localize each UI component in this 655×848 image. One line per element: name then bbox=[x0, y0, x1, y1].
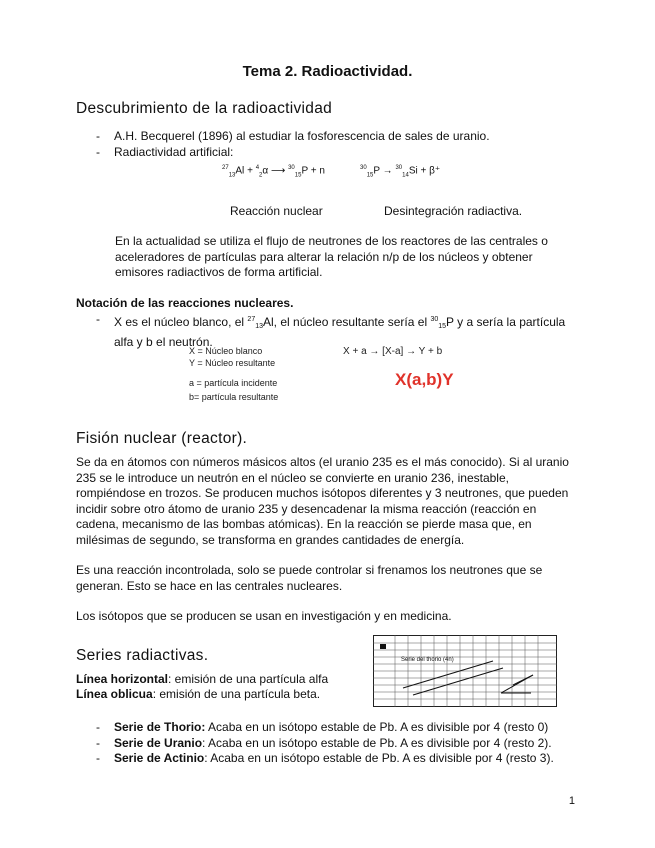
line-horizontal-desc: Línea horizontal: emisión de una partícula alfa bbox=[76, 672, 329, 686]
list-item: - A.H. Becquerel (1896) al estudiar la fosforescencia de sales de uranio. bbox=[96, 129, 490, 145]
legend-nucleo-resultante: Y = Núcleo resultante bbox=[189, 358, 276, 368]
equation-nuclear-reaction: $^{27}_{13}$Al + $^4_2$α ⟶ $^{30}_{15}$P + n bbox=[222, 165, 325, 179]
bullet-list-descubrimiento bbox=[96, 129, 490, 160]
section-heading-fision: Fisión nuclear (reactor). bbox=[76, 430, 248, 447]
notation-xaby: X(a,b)Y bbox=[395, 370, 454, 389]
paragraph-actualidad: En la actualidad se utiliza el flujo de neutrones de los reactores de las centrales o aceleradores de partículas para alterar la relación n/p de los núcleos y obtener emisores radiactivos de forma artificial. bbox=[115, 234, 548, 279]
paragraph-fision-1: Se da en átomos con números másicos altos (el uranio 235 es el más conocido). Si al uranio 235 se le introduce un neutrón en el núcleo se convierte en uranio 236, inestable, rompiéndose en trozos. Se producen muchos isótopos diferentes y 3 neutrones, que pueden incidir sobre otro átomo de uranio 235 y desencadenar la misma reacción (reacción en cadena, mecanismo de las bombas atómicas). En la reacción se pierde masa que, en milésimas de segundo, se transforma en grandes cantidades de energía. bbox=[76, 455, 569, 547]
list-item: - Serie de Thorio: Acaba en un isótopo estable de Pb. A es divisible por 4 (resto 0) bbox=[96, 720, 566, 736]
equation-radioactive-decay: $^{30}_{15}$P → $^{30}_{14}$Si + β⁺ bbox=[360, 165, 441, 179]
list-item: - X es el núcleo blanco, el $^{27}$13Al, el núcleo resultante sería el $^{30}$15P y a sería la partícula alfa y b el neutrón. bbox=[96, 312, 566, 350]
label-desintegracion: Desintegración radiactiva. bbox=[384, 204, 523, 218]
legend-particula-incidente: a = partícula incidente bbox=[189, 378, 278, 388]
list-item: - Radiactividad artificial: bbox=[96, 145, 490, 161]
section-heading-series: Series radiactivas. bbox=[76, 647, 209, 664]
paragraph-fision-3: Los isótopos que se producen se usan en investigación y en medicina. bbox=[76, 609, 452, 623]
paragraph-fision-2: Es una reacción incontrolada, solo se puede controlar si frenamos los neutrones que se generan. Esto se hace en las centrales nucleares. bbox=[76, 563, 543, 593]
page-number: 1 bbox=[568, 795, 575, 807]
bullet-list-series bbox=[96, 720, 566, 767]
reaction-scheme: X + a → [X-a] → Y + b bbox=[343, 346, 443, 357]
page-title: Tema 2. Radioactividad. bbox=[242, 63, 413, 80]
section-heading-descubrimiento: Descubrimiento de la radioactividad bbox=[76, 100, 333, 117]
label-reaccion-nuclear: Reacción nuclear bbox=[230, 204, 323, 218]
table-caption: Serie del thorio (4n) bbox=[401, 657, 454, 663]
series-table-figure bbox=[373, 635, 557, 707]
list-item: - Serie de Uranio: Acaba en un isótopo estable de Pb. A es divisible por 4 (resto 2). bbox=[96, 736, 566, 752]
legend-particula-resultante: b= partícula resultante bbox=[189, 392, 279, 402]
heading-notacion: Notación de las reacciones nucleares. bbox=[76, 296, 294, 310]
legend-nucleo-blanco: X = Núcleo blanco bbox=[189, 346, 263, 356]
bullet-list-notacion bbox=[96, 312, 566, 350]
list-item: - Serie de Actinio: Acaba en un isótopo estable de Pb. A es divisible por 4 (resto 3). bbox=[96, 751, 566, 767]
line-oblicua-desc: Línea oblicua: emisión de una partícula beta. bbox=[76, 687, 321, 701]
